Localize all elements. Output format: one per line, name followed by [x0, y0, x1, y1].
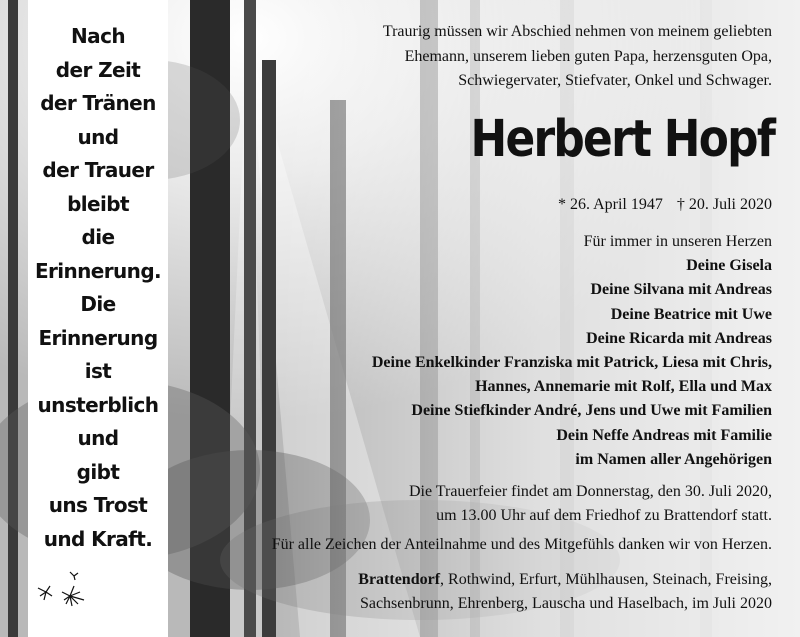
life-dates — [558, 196, 772, 214]
poem-line: Nach — [71, 24, 125, 48]
poem-line: gibt — [76, 459, 120, 484]
places-town: Brattendorf — [358, 571, 441, 588]
family-member: Dein Neffe Andreas mit Familie — [556, 426, 772, 444]
poem-line: bleibt — [67, 191, 129, 216]
thanks-text: Für alle Zeichen der Anteilnahme und des Mitgefühls danken wir von Herzen. — [271, 536, 772, 553]
intro-text — [302, 20, 772, 94]
family-list — [372, 230, 772, 472]
birth-date: * 26. April 1947 — [557, 196, 663, 213]
poem-line: der Tränen — [40, 91, 156, 115]
family-member: Deine Stiefkinder André, Jens und Uwe mit Familien — [411, 402, 772, 420]
death-date: † 20. Juli 2020 — [676, 196, 772, 213]
poem-line: und Kraft. — [43, 526, 153, 551]
poem-line: der Trauer — [42, 158, 154, 182]
poem-line: ist — [84, 359, 112, 383]
intro-line: Schwiegervater, Stiefvater, Onkel und Schwager. — [458, 72, 772, 89]
family-member: Deine Ricarda mit Andreas — [586, 329, 772, 347]
places-line: Sachsenbrunn, Ehrenberg, Lauscha und Haselbach, im Juli 2020 — [359, 595, 772, 612]
poem-line: unsterblich — [37, 392, 159, 417]
poem-line: und — [77, 426, 119, 450]
poem-line: die — [81, 225, 115, 249]
funeral-service-info — [409, 480, 772, 527]
dandelion-seeds-icon — [36, 570, 88, 610]
poem — [28, 20, 168, 556]
places-line — [358, 568, 772, 592]
family-member: Deine Enkelkinder Franziska mit Patrick, Liesa mit Chris, — [371, 354, 772, 372]
family-member: Deine Silvana mit Andreas — [590, 281, 772, 299]
poem-line: der Zeit — [55, 57, 141, 82]
poem-line: Erinnerung — [38, 325, 158, 350]
poem-line: Die — [80, 292, 116, 316]
poem-line: Erinnerung. — [34, 258, 162, 283]
family-member: im Namen aller Angehörigen — [575, 450, 772, 468]
service-line: um 13.00 Uhr auf dem Friedhof zu Brattendorf statt. — [436, 506, 772, 524]
family-heading: Für immer in unseren Herzen — [583, 233, 772, 250]
deceased-name: Herbert Hopf — [470, 110, 774, 169]
service-line: Die Trauerfeier findet am Donnerstag, den 30. Juli 2020, — [408, 483, 772, 500]
intro-line: Ehemann, unserem lieben guten Papa, herzensguten Opa, — [404, 47, 772, 65]
family-member: Deine Beatrice mit Uwe — [610, 305, 772, 323]
family-member: Hannes, Annemarie mit Rolf, Ella und Max — [475, 378, 772, 396]
places-and-date — [358, 568, 772, 616]
places-rest: , Rothwind, Erfurt, Mühlhausen, Steinach, Freising, — [440, 571, 772, 588]
poem-line: und — [77, 124, 119, 149]
poem-line: uns Trost — [48, 493, 148, 517]
intro-line: Traurig müssen wir Abschied nehmen von meinem geliebten — [382, 23, 772, 40]
family-member: Deine Gisela — [686, 257, 772, 275]
